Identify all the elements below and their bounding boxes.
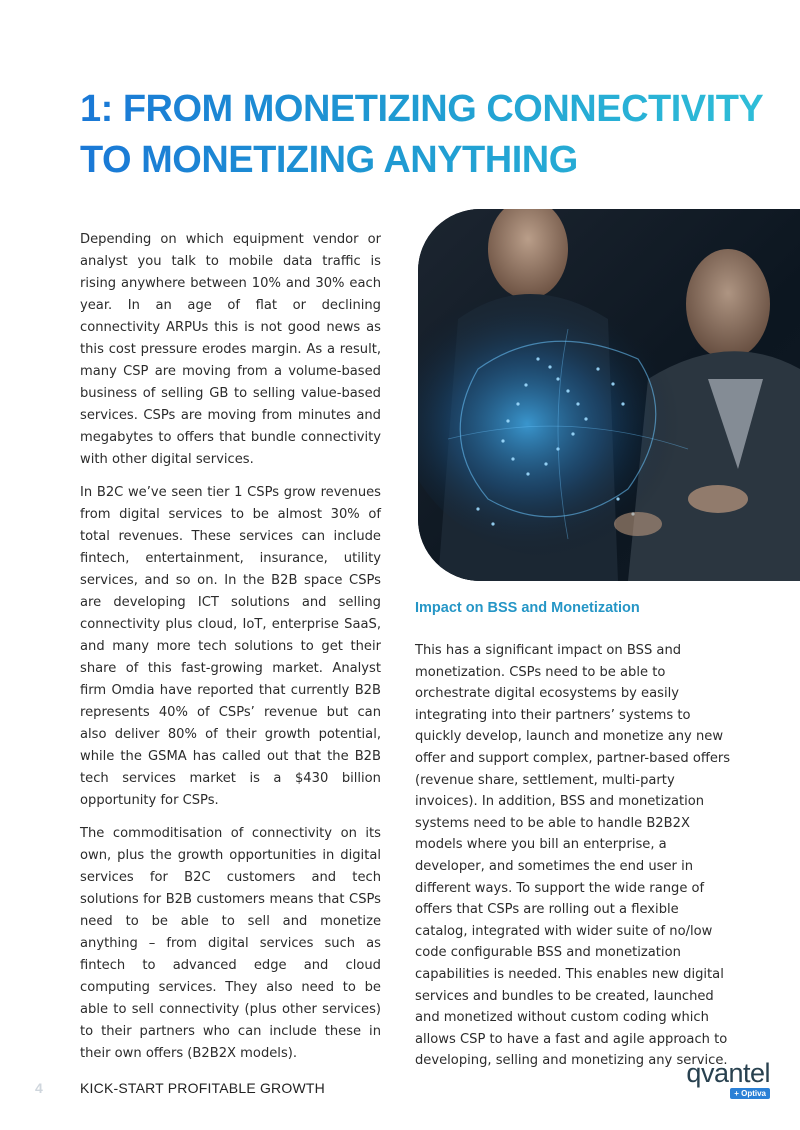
hero-photo-illustration <box>418 209 800 581</box>
body-paragraph-3: The commoditisation of connectivity on its own, plus the growth opportunities in digital services for B2C customers and tech solutions for B2B customers means that CSPs need to be able to sell and monetize anything – from digital services such as fintech to advanced edge and cloud computing services. They also need to be able to sell connectivity (plus other services) to their partners who can include these in their own offers (B2B2X models). <box>80 826 381 1061</box>
running-title: KICK-START PROFITABLE GROWTH <box>80 1080 325 1096</box>
page-title-line-1: 1: FROM MONETIZING CONNECTIVITY <box>80 88 764 130</box>
logo-wordmark: qvantel <box>686 1058 770 1088</box>
logo-badge: + Optiva <box>730 1088 770 1099</box>
qvantel-logo <box>680 1058 770 1102</box>
section-subheading: Impact on BSS and Monetization <box>415 600 640 616</box>
page-title-line-2: TO MONETIZING ANYTHING <box>80 139 578 181</box>
hero-photo <box>418 209 800 581</box>
left-column <box>80 229 381 1076</box>
page-number: 4 <box>35 1080 43 1096</box>
right-column-body: This has a significant impact on BSS and monetization. CSPs need to be able to orchestrate digital ecosystems by easily integrating into their partners’ systems to quickly develop, launch and monetize any new offer and support complex, partner-based offers (revenue share, settlement, multi-party invoices). In addition, BSS and monetization systems need to be able to handle B2B2X models where you bill an enterprise, a developer, and sometimes the end user in different ways. To support the wide range of offers that CSPs are rolling out a flexible catalog, integrated with wider suite of no/low code configurable BSS and monetization capabilities is needed. This enables new digital services and bundles to be created, launched and monetized without custom coding which allows CSP to have a fast and agile approach to developing, selling and monetizing any service. <box>415 643 731 1069</box>
body-paragraph-1: Depending on which equipment vendor or analyst you talk to mobile data traffic is rising anywhere between 10% and 30% each year. In an age of flat or declining connectivity ARPUs this is not good news as this cost pressure erodes margin. As a result, many CSP are moving from a volume-based business of selling GB to selling value-based services. CSPs are moving from minutes and megabytes to offers that bundle connectivity with other digital services. <box>80 232 381 467</box>
page-title <box>80 84 780 186</box>
body-paragraph-2: In B2C we’ve seen tier 1 CSPs grow revenues from digital services to be almost 30% of total revenues. These services can include fintech, entertainment, insurance, utility services, and so on. In the B2B space CSPs are developing ICT solutions and selling connectivity plus cloud, IoT, enterprise SaaS, and many more tech solutions to get their share of this fast-growing market. Analyst firm Omdia have reported that currently B2B represents 40% of CSPs’ revenue but can also deliver 80% of their growth potential, while the GSMA has called out that the B2B tech services market is a $430 billion opportunity for CSPs. <box>80 485 381 808</box>
